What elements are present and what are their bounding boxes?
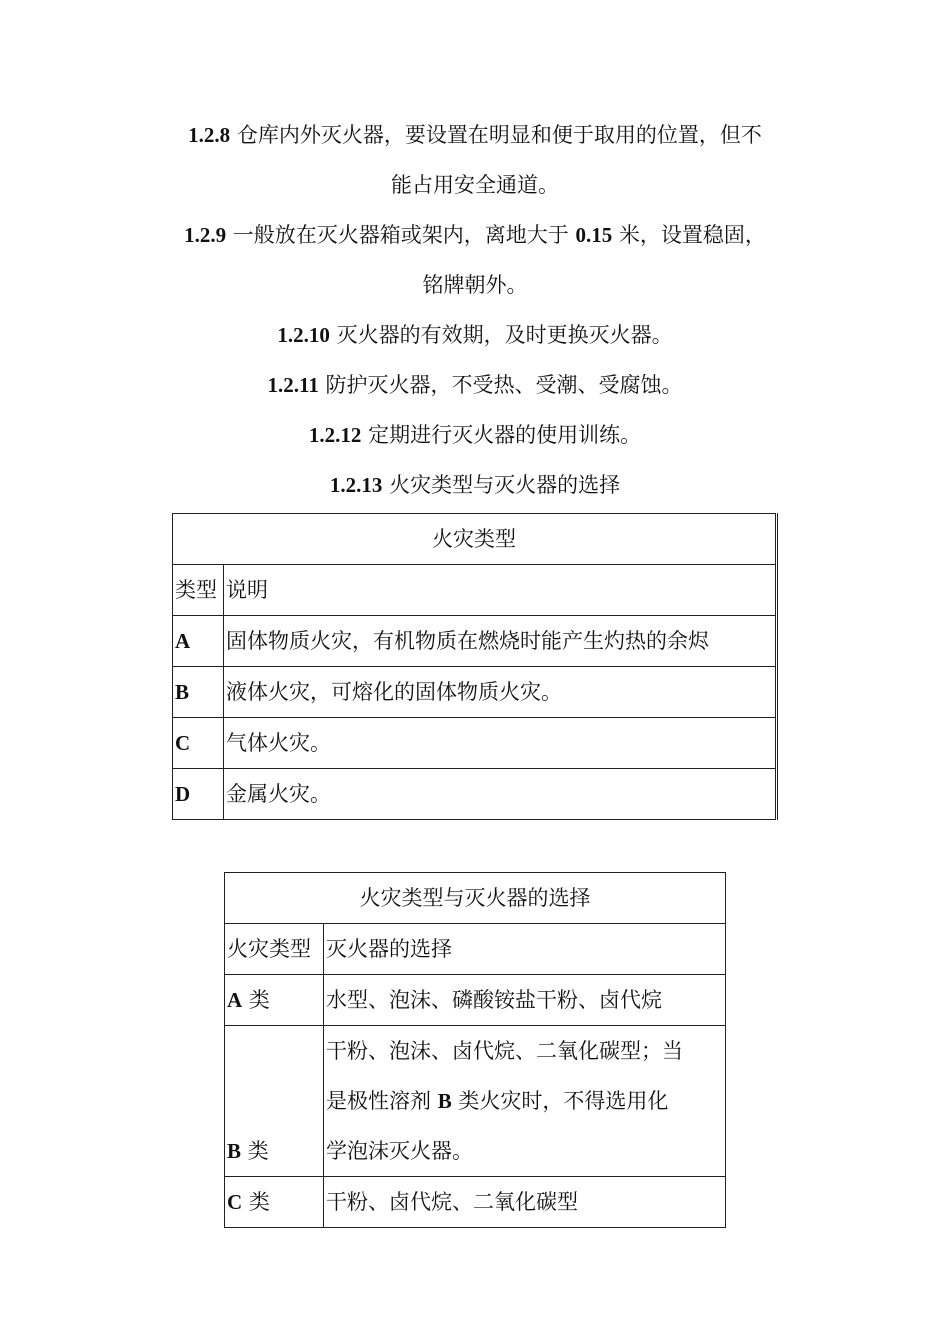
paragraph-1-2-10 bbox=[130, 310, 820, 360]
choice-text: 类火灾时，不得选用化 bbox=[458, 1089, 669, 1113]
paragraph-1-2-11 bbox=[130, 360, 820, 410]
paragraph-line bbox=[130, 110, 820, 160]
fire-class-letter: B bbox=[437, 1089, 452, 1113]
clause-text-continued: 能占用安全通道。 bbox=[391, 173, 559, 197]
clause-text-continued: 铭牌朝外。 bbox=[422, 273, 528, 297]
choice-text: 是极性溶剂 bbox=[326, 1089, 431, 1113]
fire-class-letter: C bbox=[227, 1190, 243, 1214]
table-row bbox=[225, 975, 726, 1026]
table-row bbox=[173, 718, 777, 769]
extinguisher-selection-table bbox=[224, 872, 726, 1228]
table-row bbox=[173, 616, 777, 667]
header-fire-type: 火灾类型 bbox=[225, 924, 324, 975]
clause-number: 1.2.10 bbox=[277, 323, 330, 347]
fire-description: 气体火灾。 bbox=[224, 718, 777, 769]
fire-class-suffix: 类 bbox=[248, 988, 270, 1012]
paragraph-line bbox=[130, 210, 820, 260]
clause-number: 1.2.11 bbox=[267, 373, 319, 397]
paragraph-1-2-13 bbox=[130, 460, 820, 510]
height-value: 0.15 bbox=[575, 223, 613, 247]
clause-text: 仓库内外灭火器，要设置在明显和便于取用的位置，但不 bbox=[236, 123, 762, 147]
table-row bbox=[225, 1177, 726, 1228]
fire-class-cell bbox=[225, 1026, 324, 1177]
table-title: 火灾类型与灭火器的选择 bbox=[225, 873, 726, 924]
paragraph-1-2-12 bbox=[130, 410, 820, 460]
clause-number: 1.2.9 bbox=[184, 223, 227, 247]
fire-class: D bbox=[173, 769, 224, 820]
clause-text: 米，设置稳固， bbox=[618, 223, 766, 247]
choice-line: 干粉、泡沫、卤代烷、二氧化碳型；当 bbox=[326, 1039, 683, 1063]
fire-description: 固体物质火灾，有机物质在燃烧时能产生灼热的余烬 bbox=[224, 616, 777, 667]
paragraph-1-2-9 bbox=[130, 210, 820, 310]
clause-number: 1.2.13 bbox=[329, 473, 383, 497]
fire-class: B bbox=[173, 667, 224, 718]
extinguisher-choice: 干粉、卤代烷、二氧化碳型 bbox=[324, 1177, 726, 1228]
header-extinguisher: 灭火器的选择 bbox=[324, 924, 726, 975]
table-header-row bbox=[173, 565, 777, 616]
fire-description: 液体火灾，可熔化的固体物质火灾。 bbox=[224, 667, 777, 718]
header-description: 说明 bbox=[224, 565, 777, 616]
clause-text: 一般放在灭火器箱或架内，离地大于 bbox=[232, 223, 569, 247]
clause-number: 1.2.12 bbox=[308, 423, 362, 447]
fire-class-letter: B bbox=[227, 1139, 242, 1163]
clause-text: 定期进行灭火器的使用训练。 bbox=[368, 423, 642, 447]
fire-class-suffix: 类 bbox=[248, 1190, 270, 1214]
paragraph-1-2-8 bbox=[130, 110, 820, 210]
table-title-row bbox=[225, 873, 726, 924]
choice-line bbox=[326, 1076, 723, 1126]
clause-number: 1.2.8 bbox=[188, 123, 231, 147]
table-row bbox=[225, 1026, 726, 1177]
clause-text: 灭火器的有效期，及时更换灭火器。 bbox=[336, 323, 673, 347]
fire-class-suffix: 类 bbox=[247, 1139, 269, 1163]
choice-line: 学泡沫灭火器。 bbox=[326, 1139, 473, 1163]
table-header-row bbox=[225, 924, 726, 975]
table-title: 火灾类型 bbox=[173, 514, 777, 565]
table-row bbox=[173, 667, 777, 718]
table-title-row bbox=[173, 514, 777, 565]
extinguisher-choice bbox=[324, 1026, 726, 1177]
header-type: 类型 bbox=[173, 565, 224, 616]
extinguisher-choice: 水型、泡沫、磷酸铵盐干粉、卤代烷 bbox=[324, 975, 726, 1026]
clause-text: 火灾类型与灭火器的选择 bbox=[389, 473, 621, 497]
table-row bbox=[173, 769, 777, 820]
fire-type-table bbox=[172, 513, 778, 820]
fire-class-cell bbox=[225, 975, 324, 1026]
fire-description: 金属火灾。 bbox=[224, 769, 777, 820]
clause-text: 防护灭火器，不受热、受潮、受腐蚀。 bbox=[325, 373, 683, 397]
fire-class: C bbox=[173, 718, 224, 769]
fire-class-letter: A bbox=[227, 988, 243, 1012]
fire-class-cell bbox=[225, 1177, 324, 1228]
fire-class: A bbox=[173, 616, 224, 667]
